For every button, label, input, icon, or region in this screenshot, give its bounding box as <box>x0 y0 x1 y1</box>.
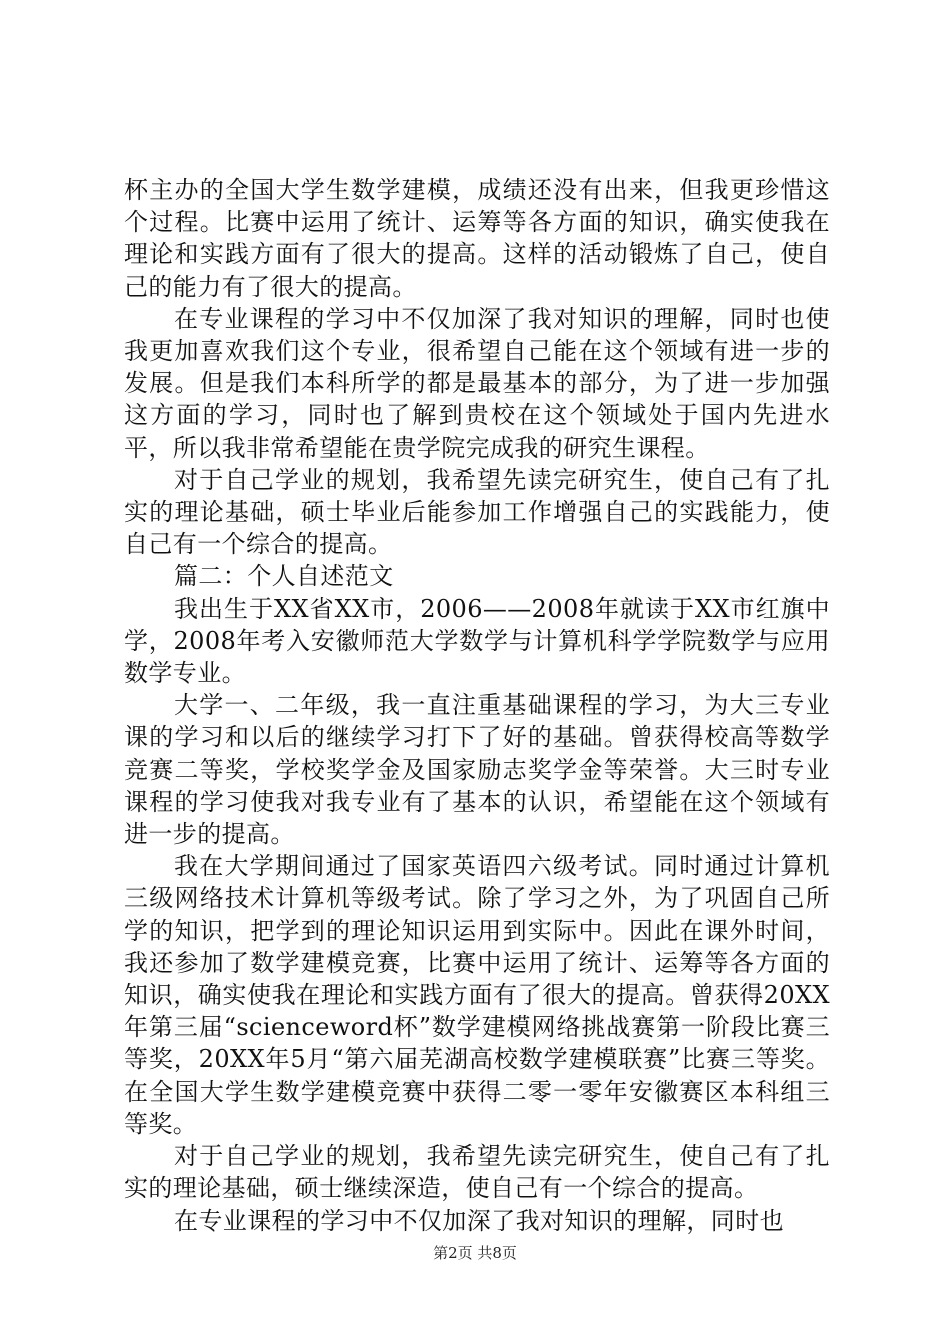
paragraph-8: 对于自己学业的规划，我希望先读完研究生，使自己有了扎实的理论基础，硕士继续深造，使自己有一个综合的提高。 <box>124 1142 830 1203</box>
document-body <box>124 174 830 1237</box>
paragraph-3: 对于自己学业的规划，我希望先读完研究生，使自己有了扎实的理论基础，硕士毕业后能参加工作增强自己的实践能力，使自己有一个综合的提高。 <box>124 465 830 559</box>
paragraph-5: 我出生于XX省XX市，2006——2008年就读于XX市红旗中学，2008年考入安徽师范大学数学与计算机科学学院数学与应用数学专业。 <box>124 594 830 688</box>
page-footer: 第2页 共8页 <box>433 1244 517 1262</box>
paragraph-9: 在专业课程的学习中不仅加深了我对知识的理解，同时也 <box>174 1206 784 1235</box>
paragraph-2: 在专业课程的学习中不仅加深了我对知识的理解，同时也使我更加喜欢我们这个专业，很希望自己能在这个领域有进一步的发展。但是我们本科所学的都是最基本的部分，为了进一步加强这方面的学习，同时也了解到贵校在这个领域处于国内先进水平，所以我非常希望能在贵学院完成我的研究生课程。 <box>124 304 830 462</box>
paragraph-1: 杯主办的全国大学生数学建模，成绩还没有出来，但我更珍惜这个过程。比赛中运用了统计、运筹等各方面的知识，确实使我在理论和实践方面有了很大的提高。这样的活动锻炼了自己，使自己的能力有了很大的提高。 <box>124 176 830 301</box>
paragraph-7: 我在大学期间通过了国家英语四六级考试。同时通过计算机三级网络技术计算机等级考试。除了学习之外，为了巩固自己所学的知识，把学到的理论知识运用到实际中。因此在课外时间，我还参加了数学建模竞赛，比赛中运用了统计、运筹等各方面的知识，确实使我在理论和实践方面有了很大的提高。曾获得20XX年第三届“scienceword杯”数学建模网络挑战赛第一阶段比赛三等奖，20XX年5月“第六届芜湖高校数学建模联赛”比赛三等奖。在全国大学生数学建模竞赛中获得二零一零年安徽赛区本科组三等奖。 <box>124 852 830 1138</box>
section-heading: 篇二：个人自述范文 <box>174 562 394 591</box>
paragraph-6: 大学一、二年级，我一直注重基础课程的学习，为大三专业课的学习和以后的继续学习打下了好的基础。曾获得校高等数学竞赛二等奖，学校奖学金及国家励志奖学金等荣誉。大三时专业课程的学习使我对我专业有了基本的认识，希望能在这个领域有进一步的提高。 <box>124 691 830 849</box>
